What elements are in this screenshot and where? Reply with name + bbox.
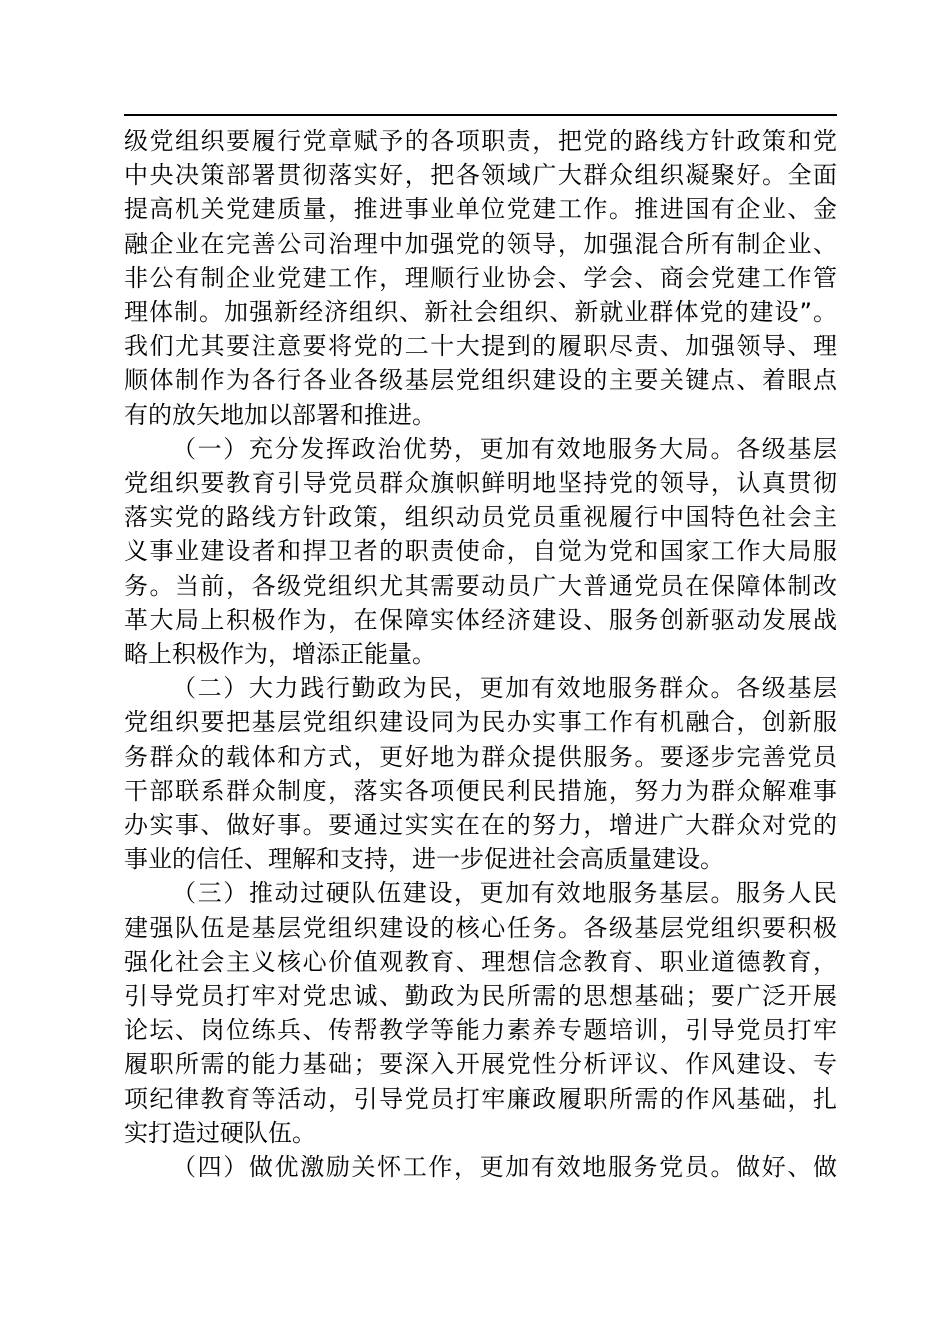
text-line: 级党组织要履行党章赋予的各项职责，把党的路线方针政策和党 <box>124 127 837 155</box>
text-line: 办实事、做好事。要通过实实在在的努力，增进广大群众对党的 <box>124 811 837 840</box>
text-line: 中央决策部署贯彻落实好，把各领域广大群众组织凝聚好。全面 <box>124 161 837 190</box>
text-line: 理体制。加强新经济组织、新社会组织、新就业群体党的建设”。 <box>124 298 837 327</box>
text-line: 提高机关党建质量，推进事业单位党建工作。推进国有企业、金 <box>124 195 837 224</box>
text-line: 项纪律教育等活动，引导党员打牢廉政履职所需的作风基础，扎 <box>124 1084 837 1113</box>
text-line: 实打造过硬队伍。 <box>124 1118 316 1147</box>
section-paragraph-4 <box>124 1150 837 1184</box>
section-heading-line: （一）充分发挥政治优势，更加有效地服务大局。各级基层 <box>172 434 837 463</box>
section-heading-line: （四）做优激励关怀工作，更加有效地服务党员。做好、做 <box>172 1153 837 1182</box>
section-paragraph-2 <box>124 671 837 876</box>
text-line: 论坛、岗位练兵、传帮教学等能力素养专题培训，引导党员打牢 <box>124 1016 837 1045</box>
text-line: 务群众的载体和方式，更好地为群众提供服务。要逐步完善党员 <box>124 742 837 771</box>
document-body <box>124 124 837 1184</box>
text-line: 党组织要教育引导党员群众旗帜鲜明地坚持党的领导，认真贯彻 <box>124 469 837 498</box>
text-line: 我们尤其要注意要将党的二十大提到的履职尽责、加强领导、理 <box>124 332 837 361</box>
text-line: 干部联系群众制度，落实各项便民利民措施，努力为群众解难事 <box>124 776 837 805</box>
text-line: 顺体制作为各行各业各级基层党组织建设的主要关键点、着眼点 <box>124 366 837 395</box>
section-heading-line: （二）大力践行勤政为民，更加有效地服务群众。各级基层 <box>172 674 837 703</box>
text-line: 义事业建设者和捍卫者的职责使命，自觉为党和国家工作大局服 <box>124 537 837 566</box>
text-line: 建强队伍是基层党组织建设的核心任务。各级基层党组织要积极 <box>124 913 837 942</box>
text-line: 融企业在完善公司治理中加强党的领导，加强混合所有制企业、 <box>124 229 837 258</box>
text-line: 履职所需的能力基础；要深入开展党性分析评议、作风建设、专 <box>124 1050 837 1079</box>
text-line: 强化社会主义核心价值观教育、理想信念教育、职业道德教育， <box>124 947 837 976</box>
text-line: 党组织要把基层党组织建设同为民办实事工作有机融合，创新服 <box>124 708 837 737</box>
text-line: 非公有制企业党建工作，理顺行业协会、学会、商会党建工作管 <box>124 263 837 292</box>
header-rule <box>124 114 837 116</box>
text-line: 引导党员打牢对党忠诚、勤政为民所需的思想基础；要广泛开展 <box>124 982 837 1011</box>
paragraph <box>124 124 837 432</box>
text-line: 略上积极作为，增添正能量。 <box>124 640 436 669</box>
text-line: 革大局上积极作为，在保障实体经济建设、服务创新驱动发展战 <box>124 605 837 634</box>
text-line: 有的放矢地加以部署和推进。 <box>124 400 436 429</box>
text-line: 务。当前，各级党组织尤其需要动员广大普通党员在保障体制改 <box>124 571 837 600</box>
section-heading-line: （三）推动过硬队伍建设，更加有效地服务基层。服务人民 <box>172 879 837 908</box>
text-line: 事业的信任、理解和支持，进一步促进社会高质量建设。 <box>124 845 724 874</box>
text-line: 落实党的路线方针政策，组织动员党员重视履行中国特色社会主 <box>124 503 837 532</box>
section-paragraph-3 <box>124 876 837 1150</box>
section-paragraph-1 <box>124 432 837 671</box>
